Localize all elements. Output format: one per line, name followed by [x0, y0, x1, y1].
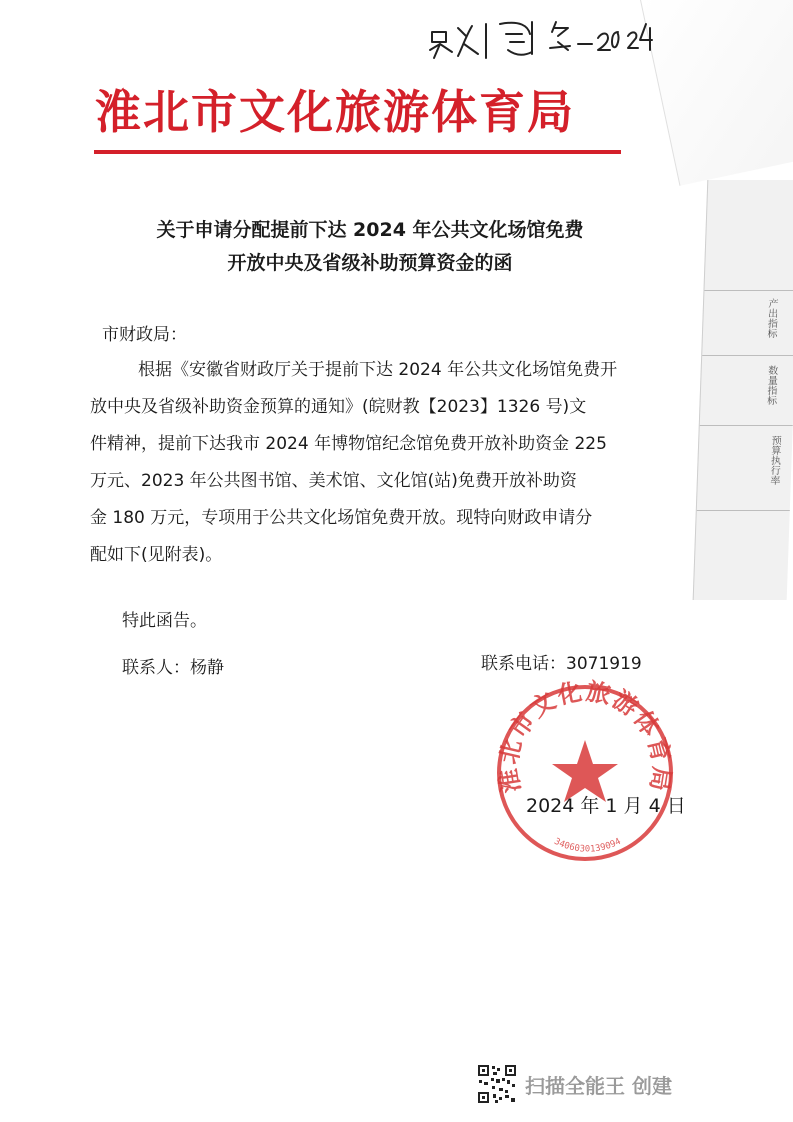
heading-line-2: 开放中央及省级补助预算资金的函: [227, 252, 513, 274]
qr-code-icon: [477, 1064, 517, 1104]
background-paper-edge: [640, 0, 793, 186]
document-date: 2024 年 1 月 4 日: [526, 795, 686, 817]
letterhead-red-rule: [94, 150, 621, 154]
heading-line-1: 关于申请分配提前下达 2024 年公共文化场馆免费: [156, 219, 584, 241]
body-line: 配如下(见附表)。: [90, 545, 223, 565]
scanner-watermark: [477, 1064, 727, 1104]
body-paragraph: [90, 352, 690, 574]
document-heading: [110, 214, 630, 280]
seal-arc-text: 淮北市文化旅游体育局: [493, 678, 677, 795]
body-line: 根据《安徽省财政厅关于提前下达 2024 年公共文化场馆免费开: [138, 360, 618, 380]
scanner-watermark-text: 扫描全能王 创建: [525, 1074, 672, 1098]
official-seal-stamp: [490, 678, 680, 868]
background-sheet-label: 数量指标: [764, 365, 777, 405]
body-line: 金 180 万元，专项用于公共文化场馆免费开放。现特向财政申请分: [90, 508, 593, 528]
background-table-sheet: [693, 180, 793, 600]
addressee: 市财政局：: [102, 325, 187, 345]
body-line: 件精神，提前下达我市 2024 年博物馆纪念馆免费开放补助资金 225: [90, 434, 607, 454]
org-letterhead-title: 淮北市文化旅游体育局: [95, 85, 575, 139]
background-sheet-label: 预算执行率: [767, 435, 781, 485]
contact-phone: 联系电话：3071919: [481, 654, 642, 674]
background-sheet-label: 产出指标: [764, 298, 778, 338]
body-line: 放中央及省级补助资金预算的通知》(皖财教【2023】1326 号)文: [90, 397, 587, 417]
svg-text:3406030139094: [552, 837, 622, 855]
contact-person: 联系人：杨静: [122, 658, 224, 678]
handwritten-signature: [428, 14, 658, 64]
closing-remark: 特此函告。: [122, 611, 207, 631]
body-line: 万元、2023 年公共图书馆、美术馆、文化馆(站)免费开放补助资: [90, 471, 577, 491]
seal-number: 3406030139094: [552, 836, 623, 855]
